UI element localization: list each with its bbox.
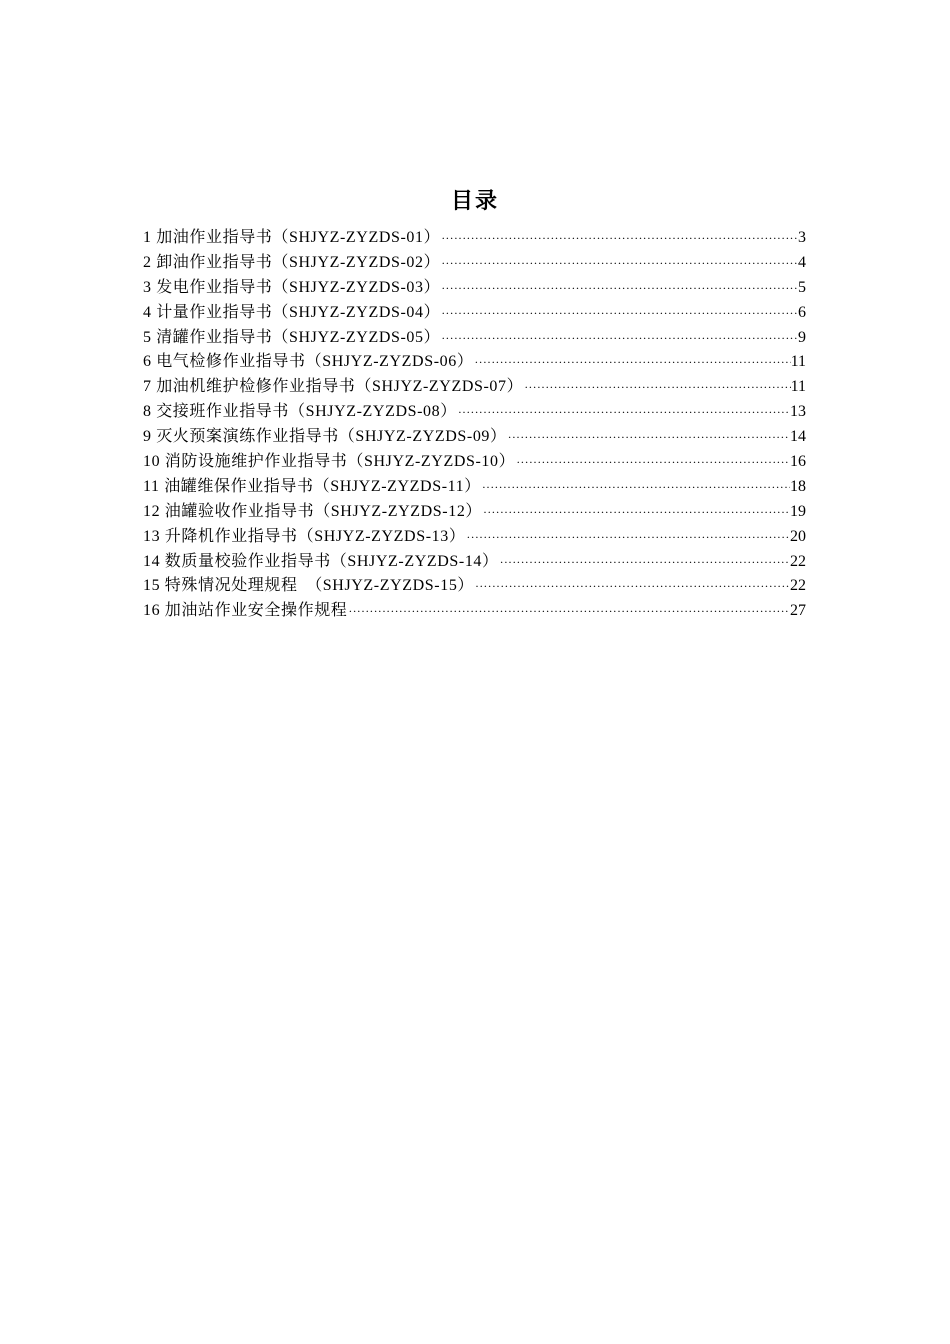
toc-entry[interactable] (143, 550, 806, 575)
toc-entry-page: 22 (790, 552, 806, 570)
toc-entry-text: 3 发电作业指导书（SHJYZ-ZYZDS-03） (143, 278, 441, 296)
toc-entry-text: 4 计量作业指导书（SHJYZ-ZYZDS-04） (143, 303, 441, 321)
toc-entry-text: 14 数质量校验作业指导书（SHJYZ-ZYZDS-14） (143, 552, 499, 570)
toc-entry[interactable] (143, 226, 806, 251)
toc-entry-page: 9 (798, 328, 806, 346)
toc-entry-page: 18 (790, 477, 806, 495)
toc-entry-page: 14 (790, 428, 806, 446)
toc-entry-page: 11 (790, 353, 806, 371)
toc-dot-leader (473, 350, 790, 375)
toc-entry-text: 16 加油站作业安全操作规程 (143, 602, 348, 620)
toc-dot-leader (440, 326, 798, 351)
toc-dot-leader (507, 425, 790, 450)
toc-dot-leader (515, 450, 790, 475)
toc-entry-text: 7 加油机维护检修作业指导书（SHJYZ-ZYZDS-07） (143, 378, 524, 396)
toc-entry[interactable] (143, 475, 806, 500)
toc-entry[interactable] (143, 326, 806, 351)
toc-dot-leader (523, 375, 790, 400)
toc-entry-page: 27 (790, 602, 806, 620)
toc-entry-text: 11 油罐维保作业指导书（SHJYZ-ZYZDS-11） (143, 477, 481, 495)
toc-entry-page: 5 (798, 278, 806, 296)
toc-entry-page: 20 (790, 527, 806, 545)
toc-dot-leader (440, 301, 798, 326)
toc-list (143, 226, 806, 624)
toc-entry[interactable] (143, 251, 806, 276)
toc-entry-text: 8 交接班作业指导书（SHJYZ-ZYZDS-08） (143, 403, 457, 421)
toc-entry-text: 12 油罐验收作业指导书（SHJYZ-ZYZDS-12） (143, 502, 483, 520)
toc-entry-text: 13 升降机作业指导书（SHJYZ-ZYZDS-13） (143, 527, 466, 545)
toc-entry-page: 6 (798, 303, 806, 321)
toc-dot-leader (440, 251, 798, 276)
toc-entry-text: 9 灭火预案演练作业指导书（SHJYZ-ZYZDS-09） (143, 428, 507, 446)
toc-entry-text: 1 加油作业指导书（SHJYZ-ZYZDS-01） (143, 229, 441, 246)
toc-entry-page: 3 (798, 229, 806, 246)
toc-entry[interactable] (143, 500, 806, 525)
toc-dot-leader (481, 475, 790, 500)
toc-entry-page: 13 (790, 403, 806, 421)
toc-dot-leader (482, 500, 790, 525)
toc-entry[interactable] (143, 425, 806, 450)
toc-entry-page: 4 (798, 253, 806, 271)
toc-entry-text: 15 特殊情况处理规程 （SHJYZ-ZYZDS-15） (143, 577, 475, 595)
toc-dot-leader (440, 226, 798, 251)
toc-entry[interactable] (143, 400, 806, 425)
toc-entry[interactable] (143, 599, 806, 624)
toc-entry-page: 19 (790, 502, 806, 520)
toc-dot-leader (474, 574, 790, 599)
toc-dot-leader (465, 525, 790, 550)
toc-dot-leader (347, 599, 790, 624)
toc-dot-leader (499, 550, 790, 575)
toc-title: 目录 (450, 189, 499, 214)
toc-entry-page: 16 (790, 453, 806, 471)
toc-entry[interactable] (143, 525, 806, 550)
toc-entry-text: 6 电气检修作业指导书（SHJYZ-ZYZDS-06） (143, 353, 474, 371)
toc-dot-leader (440, 276, 798, 301)
toc-entry-text: 5 清罐作业指导书（SHJYZ-ZYZDS-05） (143, 328, 441, 346)
toc-dot-leader (457, 400, 790, 425)
toc-entry-text: 10 消防设施维护作业指导书（SHJYZ-ZYZDS-10） (143, 453, 516, 471)
toc-entry-page: 22 (790, 577, 806, 595)
toc-entry[interactable] (143, 375, 806, 400)
toc-entry[interactable] (143, 301, 806, 326)
toc-entry[interactable] (143, 276, 806, 301)
toc-entry[interactable] (143, 350, 806, 375)
toc-entry[interactable] (143, 450, 806, 475)
toc-entry-text: 2 卸油作业指导书（SHJYZ-ZYZDS-02） (143, 253, 441, 271)
toc-entry[interactable] (143, 574, 806, 599)
toc-entry-page: 11 (790, 378, 806, 396)
